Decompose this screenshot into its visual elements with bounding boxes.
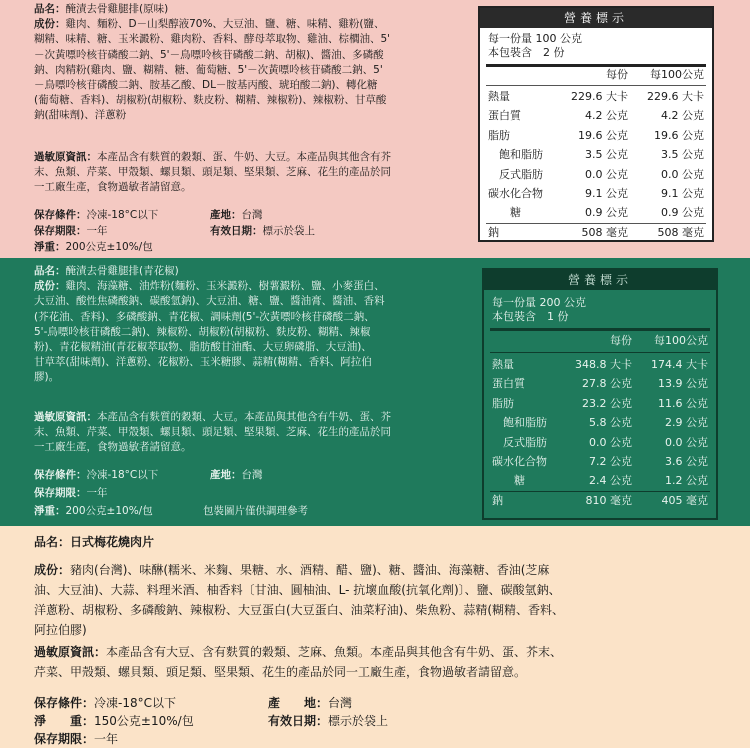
product2-text-block bbox=[34, 264, 464, 386]
nutrient-name: 碳水化合物 bbox=[492, 455, 547, 468]
product3-allergen-line: 本產品含有大豆、含有麩質的穀類、芝麻、魚類。本產品與其他含有牛奶、蛋、芥末、 bbox=[106, 645, 563, 659]
product3-ingredients-line: 洋蔥粉、胡椒粉、多磷酸鈉、辣椒粉、大豆蛋白(大豆蛋白、油菜籽油)、柴魚粉、蒜精(糊精、香料、 bbox=[34, 603, 565, 617]
product1-weight bbox=[34, 240, 153, 255]
product1-shelf-life bbox=[34, 224, 108, 239]
product2-name: 醃漬去骨雞腿排(青花椒) bbox=[65, 265, 179, 277]
product2-storage-label: 保存條件： bbox=[34, 469, 87, 481]
product1-expiry bbox=[210, 224, 315, 239]
value-per-100g: 174.4 大卡 bbox=[651, 358, 708, 371]
value-per-100g: 13.9 公克 bbox=[658, 377, 708, 391]
nutrition-column-headers bbox=[492, 332, 710, 350]
product2-allergen-line: 一工廠生產，食物過敏者請留意。 bbox=[34, 441, 192, 454]
product2-weight-label: 淨重： bbox=[34, 505, 66, 517]
value-per-100g: 11.6 公克 bbox=[658, 396, 708, 410]
product2-name-label: 品名： bbox=[34, 265, 66, 277]
nutrient-name: 糖 bbox=[488, 206, 521, 220]
product3-shelf-value: 一年 bbox=[94, 732, 119, 746]
nutrient-name: 蛋白質 bbox=[492, 377, 525, 391]
product3-allergen-label: 過敏原資訊： bbox=[34, 645, 107, 659]
value-per-100g: 9.1 公克 bbox=[661, 187, 704, 200]
value-per-100g: 229.6 大卡 bbox=[647, 90, 704, 103]
value-per-100g: 405 毫克 bbox=[661, 493, 708, 507]
product1-storage bbox=[34, 208, 158, 223]
nutrition-row bbox=[492, 395, 710, 413]
value-per-serving: 0.0 公克 bbox=[589, 435, 632, 449]
product3-expiry-label: 有效日期： bbox=[268, 714, 329, 728]
product1-shelf-value: 一年 bbox=[86, 225, 108, 237]
nutrition-row bbox=[488, 88, 706, 106]
product3-origin-value: 台灣 bbox=[328, 696, 353, 710]
nutrition-row bbox=[492, 472, 710, 490]
value-per-100g: 0.9 公克 bbox=[661, 206, 704, 220]
product1-allergen-line: 末、魚類、芹菜、甲殼類、螺貝類、頭足類、堅果類、芝麻、花生的產品於同 bbox=[34, 166, 391, 179]
product2-nutrition-table bbox=[482, 268, 718, 520]
product3-shelf-label: 保存期限： bbox=[34, 732, 95, 746]
product3-name: 日式梅花燒肉片 bbox=[70, 535, 155, 549]
product3-name-line bbox=[34, 532, 724, 552]
nutrition-row bbox=[488, 127, 706, 145]
product3-storage bbox=[34, 694, 176, 712]
nutrient-name: 反式脂肪 bbox=[488, 167, 543, 181]
column-per-serving: 每份 bbox=[606, 68, 628, 81]
product3-allergen-line: 芹菜、甲殼類、螺貝類、頭足類、堅果類、花生的產品於同一工廠生產，食物過敏者請留意。 bbox=[34, 665, 527, 679]
product1-ingredients-label: 成份： bbox=[34, 18, 66, 31]
product1-shelf-label: 保存期限： bbox=[34, 225, 87, 237]
value-per-serving: 5.8 公克 bbox=[589, 416, 632, 430]
product1-servings-per-pack bbox=[488, 44, 706, 62]
value-per-100g: 2.9 公克 bbox=[665, 416, 708, 430]
product1-weight-value: 200公克±10%/包 bbox=[65, 241, 153, 253]
nutrition-row bbox=[492, 375, 710, 393]
nutrient-name: 熱量 bbox=[492, 358, 514, 371]
nutrition-row bbox=[488, 185, 706, 203]
product2-origin-value: 台灣 bbox=[241, 469, 263, 481]
divider bbox=[490, 352, 710, 353]
nutrient-name: 鈉 bbox=[492, 493, 503, 507]
product3-shelf-life bbox=[34, 730, 118, 748]
column-per-serving: 每份 bbox=[610, 334, 632, 347]
nutrition-row bbox=[492, 414, 710, 432]
value-per-serving: 2.4 公克 bbox=[589, 474, 632, 488]
nutrition-row bbox=[488, 224, 706, 242]
nutrient-name: 糖 bbox=[492, 474, 525, 488]
product-label-original bbox=[0, 0, 750, 258]
product2-image-note: 包裝圖片僅供調理參考 bbox=[203, 505, 308, 517]
value-per-100g: 0.0 公克 bbox=[661, 167, 704, 181]
product1-name-label: 品名： bbox=[34, 3, 66, 15]
value-per-serving: 23.2 公克 bbox=[582, 396, 632, 410]
product1-ingredients-line: －次黃嘌呤核苷磷酸二鈉、5'－鳥嘌呤核苷磷酸二鈉、胡椒)、醬油、多磷酸 bbox=[34, 48, 384, 61]
product2-shelf-life bbox=[34, 486, 108, 501]
product1-allergen-label: 過敏原資訊： bbox=[34, 151, 97, 163]
serving-size-text: 每一份量 100 公克 bbox=[488, 32, 582, 45]
servings-per-pack-text: 本包裝含 2 份 bbox=[488, 46, 565, 59]
product1-origin-label: 產地： bbox=[210, 209, 242, 221]
product2-weight bbox=[34, 504, 153, 519]
column-per-100g: 每100公克 bbox=[654, 334, 708, 347]
product1-weight-label: 淨重： bbox=[34, 241, 66, 253]
servings-per-pack-text: 本包裝含 1 份 bbox=[492, 310, 569, 323]
product3-weight bbox=[34, 712, 194, 730]
nutrition-row bbox=[488, 107, 706, 125]
product1-expiry-value: 標示於袋上 bbox=[262, 225, 315, 237]
value-per-100g: 19.6 公克 bbox=[654, 128, 704, 142]
product1-ingredients-line: －鳥嘌呤核苷磷酸二鈉、胺基乙酸、DL－胺基丙酸、琥珀酸二鈉)、轉化糖 bbox=[34, 79, 378, 92]
value-per-100g: 1.2 公克 bbox=[665, 474, 708, 488]
nutrition-row bbox=[492, 453, 710, 471]
product3-weight-value: 150公克±10%/包 bbox=[94, 714, 194, 728]
nutrition-column-headers bbox=[488, 66, 706, 84]
product1-allergen-line: 本產品含有麩質的穀類、蛋、牛奶、大豆。本產品與其他含有芥 bbox=[97, 151, 391, 163]
value-per-serving: 3.5 公克 bbox=[585, 148, 628, 162]
product2-storage-value: 冷凍-18°C以下 bbox=[86, 469, 159, 481]
product2-allergen-block bbox=[34, 410, 464, 456]
product1-storage-value: 冷凍-18°C以下 bbox=[86, 209, 159, 221]
value-per-serving: 229.6 大卡 bbox=[571, 90, 628, 103]
product3-origin bbox=[268, 694, 352, 712]
value-per-100g: 3.6 公克 bbox=[665, 455, 708, 468]
value-per-serving: 348.8 大卡 bbox=[575, 358, 632, 371]
product2-allergen-line: 本產品含有麩質的穀類、大豆。本產品與其他含有牛奶、蛋、芥 bbox=[97, 411, 391, 423]
product3-ingredients-line: 豬肉(台灣)、味醂(糯米、米麴、果糖、水、酒精、醋、鹽)、糖、醬油、海藻糖、香油(芝麻 bbox=[70, 563, 550, 577]
value-per-100g: 3.5 公克 bbox=[661, 148, 704, 162]
value-per-serving: 508 毫克 bbox=[581, 225, 628, 239]
product3-weight-label: 淨 重： bbox=[34, 714, 95, 728]
product3-ingredients-line: 油、大豆油)、大蒜、料理米酒、柚香料〔甘油、圓柚油、L- 抗壞血酸(抗氧化劑)〕、鹽、碳酸氫鈉、 bbox=[34, 583, 561, 597]
product2-ingredients-line: 膠)。 bbox=[34, 371, 60, 384]
product3-ingredients-block bbox=[34, 560, 734, 640]
nutrient-name: 脂肪 bbox=[488, 128, 510, 142]
nutrition-row bbox=[488, 146, 706, 164]
value-per-serving: 19.6 公克 bbox=[578, 128, 628, 142]
product1-ingredients-line: 鈉(甜味劑)、洋蔥粉 bbox=[34, 109, 127, 122]
product1-allergen-line: 一工廠生產，食物過敏者請留意。 bbox=[34, 181, 192, 194]
nutrient-name: 熱量 bbox=[488, 90, 510, 103]
nutrient-name: 碳水化合物 bbox=[488, 187, 543, 200]
nutrient-name: 蛋白質 bbox=[488, 109, 521, 123]
divider bbox=[490, 328, 710, 331]
product3-allergen-block bbox=[34, 642, 734, 682]
product2-ingredients-line: 雞肉、海藻糖、油炸粉(麵粉、玉米澱粉、樹薯澱粉、鹽、小麥蛋白、 bbox=[65, 280, 385, 293]
product2-ingredients-line: 甘草萃(甜味劑)、洋蔥粉、花椒粉、玉米糖膠、蒜精(糊精、香料、阿拉伯 bbox=[34, 356, 372, 369]
product1-ingredients-line: 鈉、肉精粉(雞肉、鹽、糊精、糖、葡萄糖、5'－次黃嘌呤核苷磷酸二鈉、5' bbox=[34, 63, 383, 76]
product2-storage bbox=[34, 468, 158, 483]
nutrition-row bbox=[488, 166, 706, 184]
product1-name: 醃漬去骨雞腿排(原味) bbox=[65, 3, 169, 15]
product3-ingredients-line: 阿拉伯膠) bbox=[34, 623, 87, 637]
product3-ingredients-label: 成份： bbox=[34, 563, 71, 577]
product3-name-label: 品名： bbox=[34, 535, 71, 549]
nutrient-name: 反式脂肪 bbox=[492, 435, 547, 449]
product2-origin-label: 產地： bbox=[210, 469, 242, 481]
value-per-100g: 0.0 公克 bbox=[665, 435, 708, 449]
value-per-serving: 0.0 公克 bbox=[585, 167, 628, 181]
product2-allergen-label: 過敏原資訊： bbox=[34, 411, 97, 423]
product1-storage-label: 保存條件： bbox=[34, 209, 87, 221]
value-per-100g: 508 毫克 bbox=[657, 225, 704, 239]
nutrition-row bbox=[492, 492, 710, 510]
product1-ingredients-line: (葡萄糖、香料)、胡椒粉(胡椒粉、麩皮粉、糊精、辣椒粉)、辣椒粉、甘草酸 bbox=[34, 94, 387, 107]
value-per-serving: 0.9 公克 bbox=[585, 206, 628, 220]
divider bbox=[486, 85, 706, 86]
nutrient-name: 脂肪 bbox=[492, 396, 514, 410]
column-per-100g: 每100公克 bbox=[650, 68, 704, 81]
product2-ingredients-label: 成份： bbox=[34, 280, 66, 293]
product-label-pork-slices bbox=[0, 526, 750, 748]
nutrition-row bbox=[492, 356, 710, 374]
product2-ingredients-line: (芥花油、香料)、多磷酸鈉、青花椒、調味劑(5'-次黃嘌呤核苷磷酸二鈉、 bbox=[34, 310, 375, 323]
product1-nutrition-table bbox=[478, 6, 714, 242]
nutrition-row bbox=[488, 204, 706, 222]
product1-nutrition-title: 營養標示 bbox=[480, 8, 712, 28]
product1-ingredients-line: 糊精、味精、糖、玉米澱粉、雞肉粉、香料、酵母萃取物、雞油、棕櫚油、5' bbox=[34, 33, 391, 46]
product3-expiry bbox=[268, 712, 388, 730]
value-per-serving: 7.2 公克 bbox=[589, 455, 632, 468]
value-per-serving: 810 毫克 bbox=[585, 493, 632, 507]
product1-ingredients-line: 雞肉、麵粉、D－山梨醇液70%、大豆油、鹽、糖、味精、雞粉(鹽、 bbox=[65, 18, 385, 31]
product2-ingredients-line: 5'-鳥嘌呤核苷磷酸二鈉)、辣椒粉、胡椒粉(胡椒粉、麩皮粉、糊精、辣椒 bbox=[34, 325, 371, 338]
value-per-100g: 4.2 公克 bbox=[661, 109, 704, 123]
product1-expiry-label: 有效日期： bbox=[210, 225, 263, 237]
product3-origin-label: 產 地： bbox=[268, 696, 329, 710]
product2-nutrition-title: 營養標示 bbox=[484, 270, 716, 290]
nutrition-row bbox=[492, 434, 710, 452]
product1-text-block bbox=[34, 2, 464, 124]
product2-ingredients-line: 粉)、青花椒精油(青花椒萃取物、脂肪酸甘油酯、大豆卵磷脂、大豆油)、 bbox=[34, 341, 372, 354]
product1-origin-value: 台灣 bbox=[241, 209, 263, 221]
product3-expiry-value: 標示於袋上 bbox=[328, 714, 389, 728]
value-per-serving: 27.8 公克 bbox=[582, 377, 632, 391]
product2-shelf-value: 一年 bbox=[86, 487, 108, 499]
product2-allergen-line: 末、魚類、芹菜、甲殼類、螺貝類、頭足類、堅果類、芝麻、花生的產品於同 bbox=[34, 426, 391, 439]
product2-shelf-label: 保存期限： bbox=[34, 487, 87, 499]
product2-ingredients-line: 大豆油、酸性焦磷酸鈉、碳酸氫鈉)、大豆油、糖、鹽、醬油膏、醬油、香料 bbox=[34, 295, 385, 308]
nutrient-name: 飽和脂肪 bbox=[492, 416, 547, 430]
product2-servings-per-pack bbox=[492, 308, 710, 326]
serving-size-text: 每一份量 200 公克 bbox=[492, 296, 586, 309]
product1-origin bbox=[210, 208, 263, 223]
product2-weight-value: 200公克±10%/包 bbox=[65, 505, 153, 517]
value-per-serving: 9.1 公克 bbox=[585, 187, 628, 200]
nutrient-name: 飽和脂肪 bbox=[488, 148, 543, 162]
product-label-green-pepper bbox=[0, 258, 750, 526]
product3-storage-value: 冷凍-18°C以下 bbox=[94, 696, 176, 710]
product3-storage-label: 保存條件： bbox=[34, 696, 95, 710]
value-per-serving: 4.2 公克 bbox=[585, 109, 628, 123]
product1-allergen-block bbox=[34, 150, 464, 196]
product2-origin bbox=[210, 468, 263, 483]
nutrient-name: 鈉 bbox=[488, 225, 499, 239]
